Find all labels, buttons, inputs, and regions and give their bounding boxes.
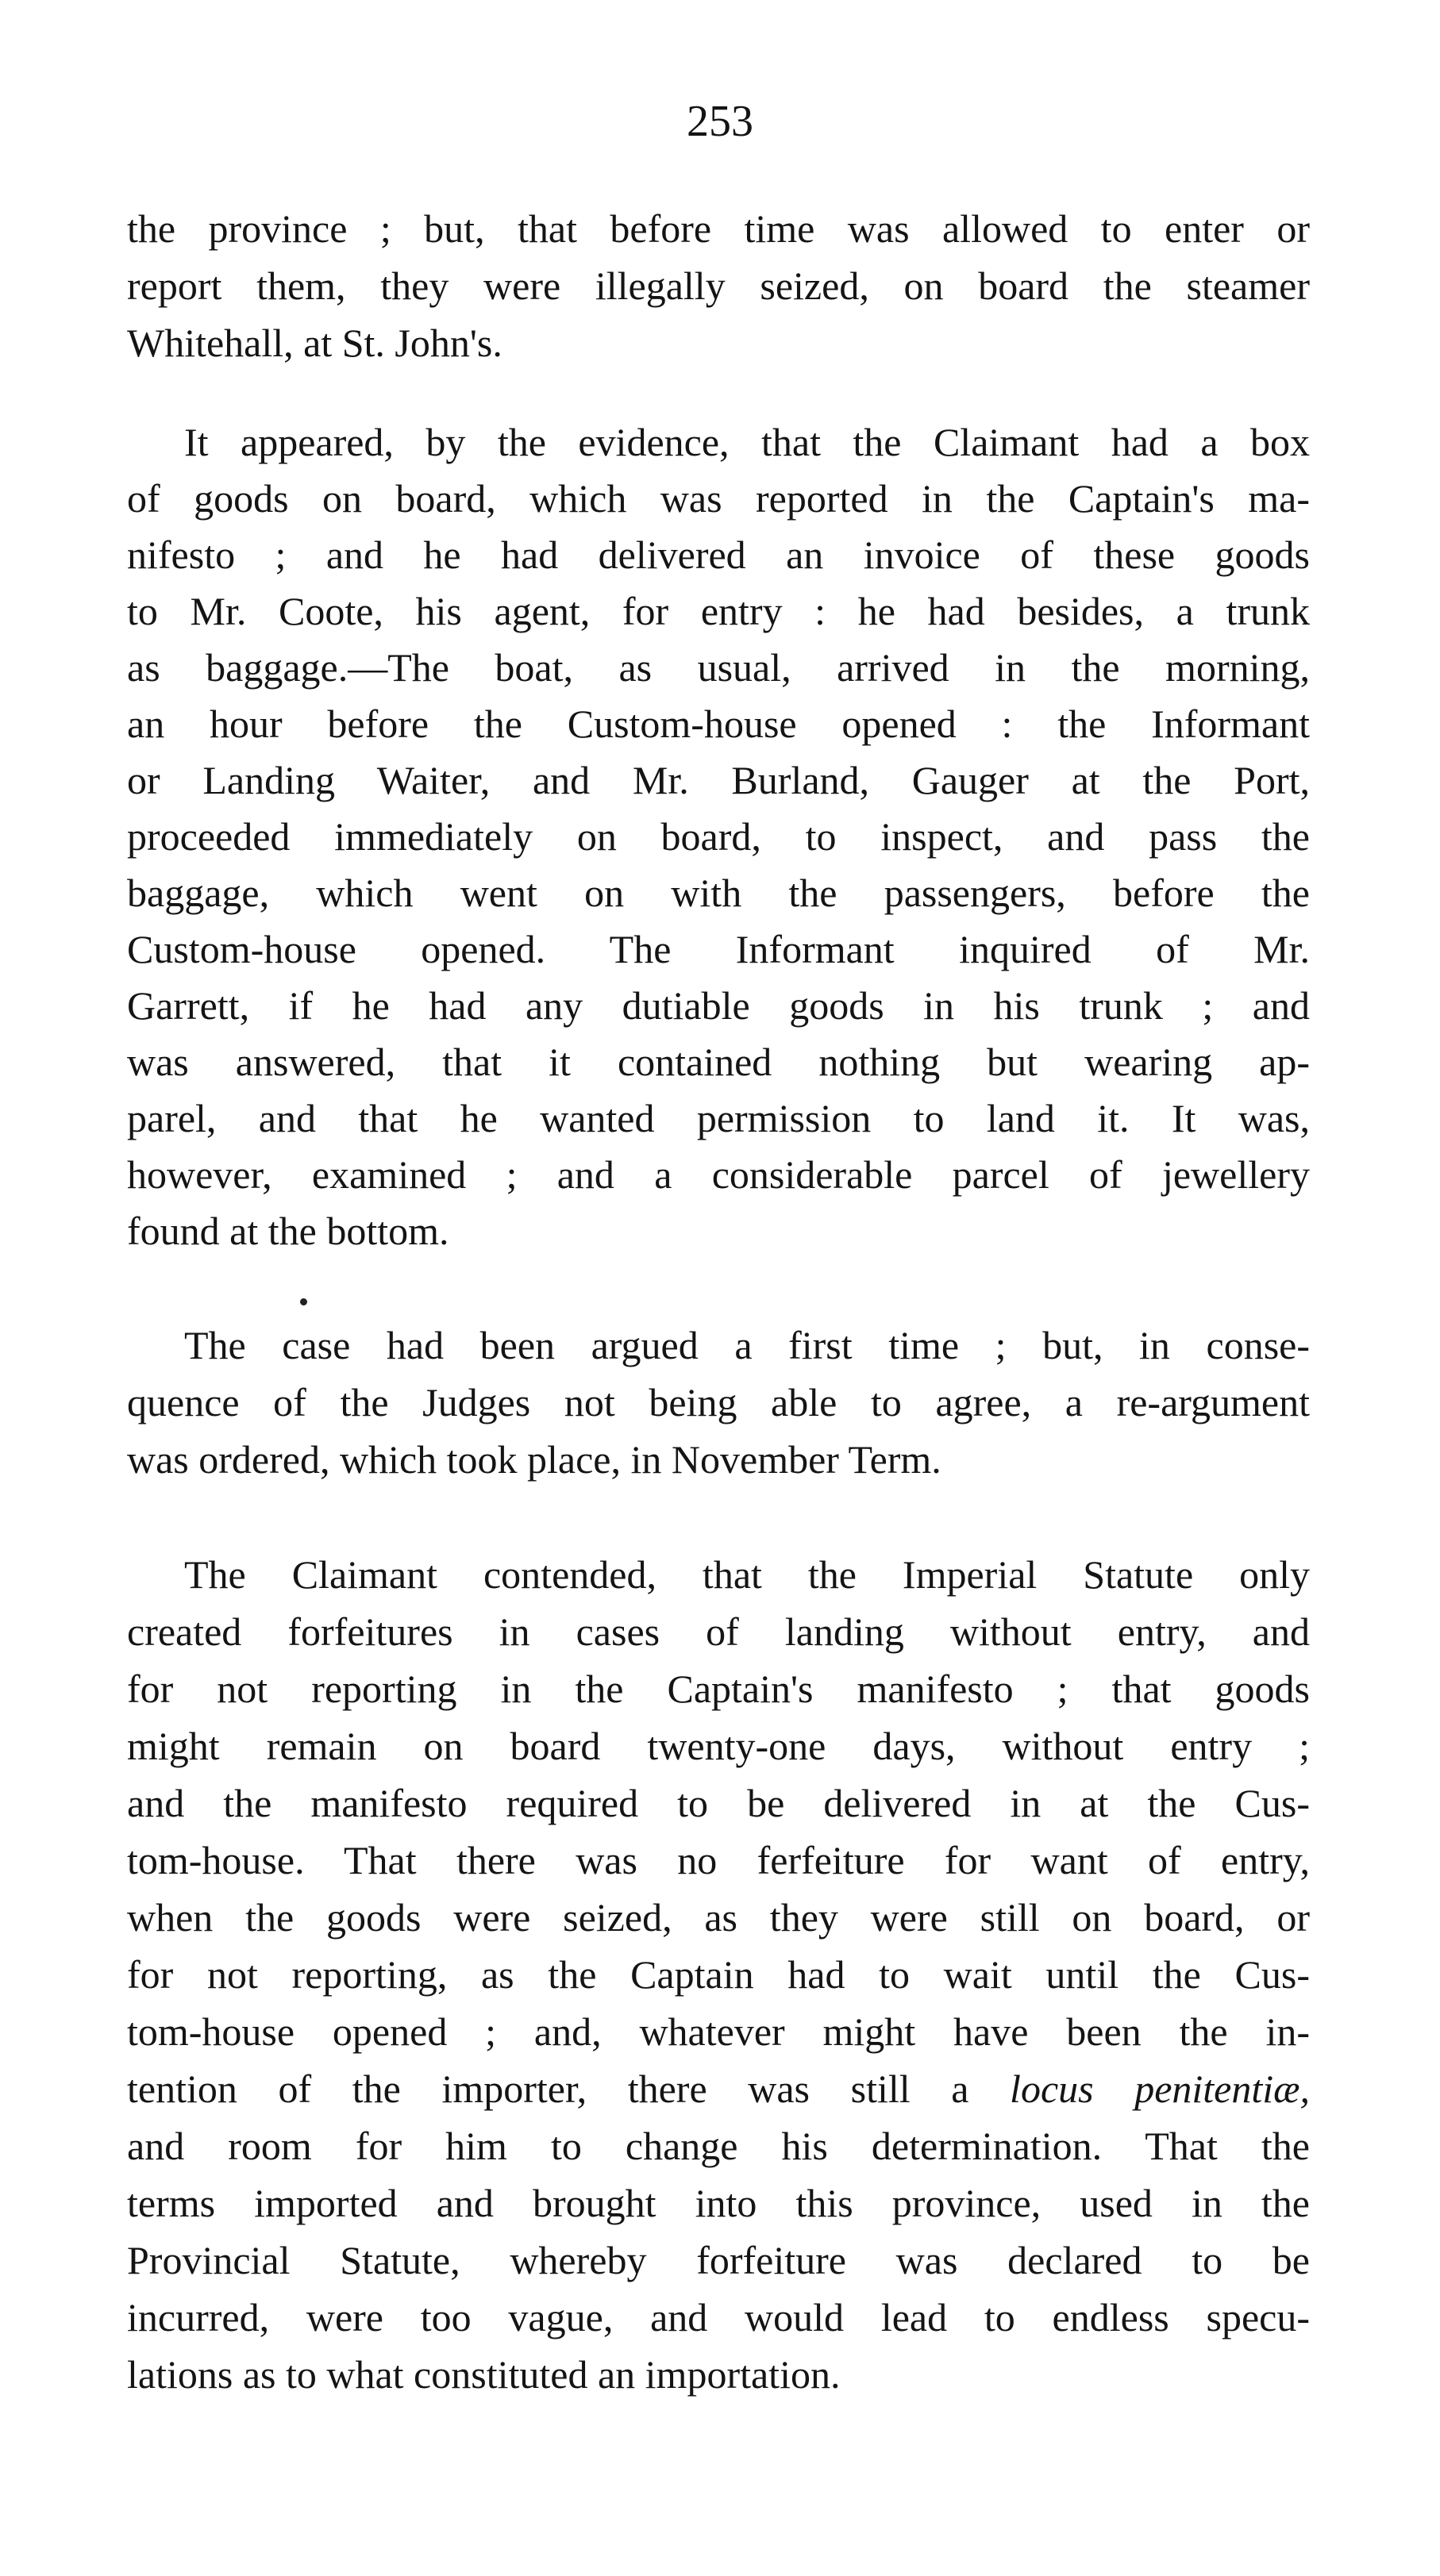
text-line: and room for him to change his determination. That the [127, 2124, 1310, 2168]
text-line: for not reporting, as the Captain had to wait until the Cus- [127, 1952, 1310, 1997]
text-line: quence of the Judges not being able to agree, a re-argument [127, 1380, 1310, 1424]
text-line: an hour before the Custom-house opened : the Informant [127, 702, 1310, 746]
text-line: for not reporting in the Captain's manifesto ; that goods [127, 1667, 1310, 1711]
text-line: and the manifesto required to be delivered in at the Cus- [127, 1781, 1310, 1825]
text-line: might remain on board twenty-one days, without entry ; [127, 1724, 1310, 1768]
text-line: Whitehall, at St. John's. [127, 321, 502, 365]
italic-phrase: locus penitentiæ, [1010, 2067, 1310, 2111]
text-line: incurred, were too vague, and would lead to endless specu- [127, 2295, 1310, 2340]
text-line: tom-house. That there was no ferfeiture for want of entry, [127, 1838, 1310, 1882]
text-line: nifesto ; and he had delivered an invoice of these goods [127, 533, 1310, 577]
text-line: Provincial Statute, whereby forfeiture was declared to be [127, 2238, 1310, 2282]
text-line: to Mr. Coote, his agent, for entry : he had besides, a trunk [127, 589, 1310, 633]
text-line: was ordered, which took place, in November Term. [127, 1437, 941, 1482]
text-line: when the goods were seized, as they were still on board, or [127, 1895, 1310, 1940]
text-line: report them, they were illegally seized, on board the steamer [127, 263, 1310, 308]
text-line: Custom-house opened. The Informant inquired of Mr. [127, 927, 1310, 971]
text-line-with-italic [127, 2065, 1310, 2113]
text-line: found at the bottom. [127, 1209, 449, 1253]
text-line: terms imported and brought into this province, used in the [127, 2181, 1310, 2225]
text-line: proceeded immediately on board, to inspect, and pass the [127, 814, 1310, 859]
text-line: however, examined ; and a considerable parcel of jewellery [127, 1152, 1310, 1197]
text-line: Garrett, if he had any dutiable goods in his trunk ; and [127, 983, 1310, 1028]
text-line: as baggage.—The boat, as usual, arrived in the morning, [127, 645, 1310, 690]
ink-speck [300, 1298, 307, 1305]
text-line: It appeared, by the evidence, that the Claimant had a box [184, 420, 1310, 464]
text-line: The case had been argued a first time ; but, in conse- [184, 1323, 1310, 1367]
text-line: tom-house opened ; and, whatever might have been the in- [127, 2009, 1310, 2054]
text-line: the province ; but, that before time was allowed to enter or [127, 206, 1310, 251]
text-line: baggage, which went on with the passengers, before the [127, 871, 1310, 915]
text-line: or Landing Waiter, and Mr. Burland, Gauger at the Port, [127, 758, 1310, 802]
text-line: The Claimant contended, that the Imperial Statute only [184, 1552, 1310, 1597]
text-segment: tention of the importer, there was still a [127, 2067, 969, 2111]
page-number: 253 [687, 97, 753, 146]
text-line: of goods on board, which was reported in the Captain's ma- [127, 476, 1310, 521]
text-line: lations as to what constituted an importation. [127, 2352, 841, 2397]
text-line: parel, and that he wanted permission to land it. It was, [127, 1096, 1310, 1140]
text-line: created forfeitures in cases of landing without entry, and [127, 1609, 1310, 1654]
text-line: was answered, that it contained nothing but wearing ap- [127, 1040, 1310, 1084]
